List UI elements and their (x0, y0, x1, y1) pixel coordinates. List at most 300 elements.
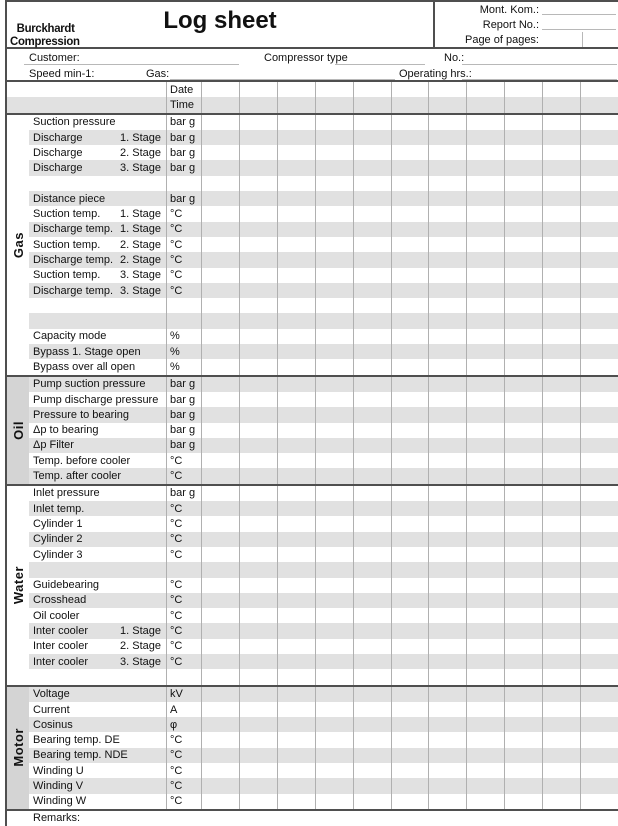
data-cell[interactable] (392, 191, 430, 206)
data-cell[interactable] (240, 486, 278, 501)
data-cell[interactable] (392, 313, 430, 328)
data-cell[interactable] (354, 778, 392, 793)
data-cell[interactable] (581, 377, 618, 392)
data-cell[interactable] (581, 639, 618, 654)
data-cell[interactable] (429, 377, 467, 392)
data-cell[interactable] (543, 717, 581, 732)
data-cell[interactable] (581, 252, 618, 267)
data-cell[interactable] (354, 547, 392, 562)
data-cell[interactable] (354, 176, 392, 191)
data-cell[interactable] (316, 82, 354, 97)
data-cell[interactable] (240, 329, 278, 344)
data-cell[interactable] (429, 329, 467, 344)
data-cell[interactable] (543, 97, 581, 112)
data-cell[interactable] (354, 237, 392, 252)
data-cell[interactable] (467, 97, 505, 112)
data-cell[interactable] (467, 623, 505, 638)
data-cell[interactable] (505, 717, 543, 732)
data-cell[interactable] (392, 130, 430, 145)
data-cell[interactable] (467, 298, 505, 313)
data-cell[interactable] (581, 97, 618, 112)
report-no-field[interactable] (542, 17, 618, 32)
data-cell[interactable] (392, 453, 430, 468)
data-cell[interactable] (240, 547, 278, 562)
data-cell[interactable] (278, 407, 316, 422)
data-cell[interactable] (429, 206, 467, 221)
data-cell[interactable] (505, 654, 543, 669)
data-cell[interactable] (278, 593, 316, 608)
data-cell[interactable] (240, 453, 278, 468)
data-cell[interactable] (543, 639, 581, 654)
data-cell[interactable] (240, 608, 278, 623)
data-cell[interactable] (581, 438, 618, 453)
data-cell[interactable] (316, 794, 354, 809)
data-cell[interactable] (316, 407, 354, 422)
data-cell[interactable] (505, 608, 543, 623)
data-cell[interactable] (240, 145, 278, 160)
data-cell[interactable] (202, 97, 240, 112)
data-cell[interactable] (581, 130, 618, 145)
data-cell[interactable] (240, 222, 278, 237)
data-cell[interactable] (316, 468, 354, 483)
data-cell[interactable] (581, 547, 618, 562)
data-cell[interactable] (278, 654, 316, 669)
data-cell[interactable] (543, 732, 581, 747)
data-cell[interactable] (581, 268, 618, 283)
data-cell[interactable] (429, 344, 467, 359)
data-cell[interactable] (354, 501, 392, 516)
data-cell[interactable] (429, 516, 467, 531)
data-cell[interactable] (543, 82, 581, 97)
data-cell[interactable] (467, 547, 505, 562)
data-cell[interactable] (392, 206, 430, 221)
data-cell[interactable] (467, 532, 505, 547)
data-cell[interactable] (354, 468, 392, 483)
data-cell[interactable] (202, 639, 240, 654)
data-cell[interactable] (543, 176, 581, 191)
data-cell[interactable] (202, 237, 240, 252)
mont-kom-field[interactable] (542, 2, 618, 17)
data-cell[interactable] (392, 669, 430, 684)
data-cell[interactable] (316, 532, 354, 547)
data-cell[interactable] (202, 593, 240, 608)
data-cell[interactable] (240, 359, 278, 374)
data-cell[interactable] (202, 654, 240, 669)
data-cell[interactable] (240, 438, 278, 453)
data-cell[interactable] (354, 206, 392, 221)
data-cell[interactable] (278, 763, 316, 778)
data-cell[interactable] (505, 623, 543, 638)
data-cell[interactable] (581, 359, 618, 374)
data-cell[interactable] (505, 562, 543, 577)
data-cell[interactable] (467, 778, 505, 793)
data-cell[interactable] (429, 501, 467, 516)
data-cell[interactable] (581, 453, 618, 468)
data-cell[interactable] (429, 359, 467, 374)
data-cell[interactable] (543, 145, 581, 160)
data-cell[interactable] (278, 547, 316, 562)
data-cell[interactable] (392, 778, 430, 793)
data-cell[interactable] (392, 763, 430, 778)
data-cell[interactable] (543, 468, 581, 483)
data-cell[interactable] (202, 344, 240, 359)
data-cell[interactable] (278, 82, 316, 97)
data-cell[interactable] (278, 608, 316, 623)
data-cell[interactable] (278, 377, 316, 392)
data-cell[interactable] (392, 160, 430, 175)
data-cell[interactable] (429, 145, 467, 160)
data-cell[interactable] (240, 160, 278, 175)
data-cell[interactable] (240, 687, 278, 702)
data-cell[interactable] (505, 516, 543, 531)
data-cell[interactable] (354, 97, 392, 112)
data-cell[interactable] (278, 578, 316, 593)
data-cell[interactable] (316, 562, 354, 577)
data-cell[interactable] (354, 748, 392, 763)
data-cell[interactable] (581, 486, 618, 501)
data-cell[interactable] (581, 623, 618, 638)
data-cell[interactable] (505, 578, 543, 593)
data-cell[interactable] (202, 468, 240, 483)
data-cell[interactable] (505, 145, 543, 160)
data-cell[interactable] (543, 763, 581, 778)
data-cell[interactable] (354, 160, 392, 175)
data-cell[interactable] (278, 329, 316, 344)
data-cell[interactable] (429, 130, 467, 145)
data-cell[interactable] (354, 687, 392, 702)
data-cell[interactable] (202, 578, 240, 593)
data-cell[interactable] (581, 562, 618, 577)
data-cell[interactable] (429, 252, 467, 267)
data-cell[interactable] (278, 639, 316, 654)
data-cell[interactable] (316, 130, 354, 145)
data-cell[interactable] (240, 639, 278, 654)
data-cell[interactable] (316, 778, 354, 793)
data-cell[interactable] (392, 547, 430, 562)
data-cell[interactable] (202, 145, 240, 160)
data-cell[interactable] (202, 717, 240, 732)
data-cell[interactable] (278, 732, 316, 747)
data-cell[interactable] (467, 268, 505, 283)
data-cell[interactable] (240, 562, 278, 577)
data-cell[interactable] (392, 222, 430, 237)
data-cell[interactable] (278, 468, 316, 483)
data-cell[interactable] (354, 115, 392, 130)
data-cell[interactable] (316, 206, 354, 221)
data-cell[interactable] (581, 687, 618, 702)
data-cell[interactable] (543, 298, 581, 313)
data-cell[interactable] (202, 115, 240, 130)
data-cell[interactable] (467, 468, 505, 483)
data-cell[interactable] (316, 377, 354, 392)
data-cell[interactable] (354, 486, 392, 501)
data-cell[interactable] (316, 717, 354, 732)
data-cell[interactable] (505, 313, 543, 328)
data-cell[interactable] (581, 329, 618, 344)
data-cell[interactable] (316, 453, 354, 468)
data-cell[interactable] (581, 468, 618, 483)
data-cell[interactable] (354, 392, 392, 407)
data-cell[interactable] (429, 486, 467, 501)
data-cell[interactable] (429, 623, 467, 638)
data-cell[interactable] (543, 562, 581, 577)
data-cell[interactable] (240, 252, 278, 267)
data-cell[interactable] (581, 501, 618, 516)
data-cell[interactable] (316, 237, 354, 252)
data-cell[interactable] (392, 623, 430, 638)
data-cell[interactable] (316, 115, 354, 130)
data-cell[interactable] (240, 748, 278, 763)
data-cell[interactable] (278, 206, 316, 221)
data-cell[interactable] (581, 222, 618, 237)
data-cell[interactable] (278, 97, 316, 112)
data-cell[interactable] (354, 763, 392, 778)
data-cell[interactable] (278, 191, 316, 206)
data-cell[interactable] (543, 486, 581, 501)
data-cell[interactable] (505, 222, 543, 237)
data-cell[interactable] (240, 298, 278, 313)
data-cell[interactable] (467, 176, 505, 191)
data-cell[interactable] (543, 283, 581, 298)
data-cell[interactable] (429, 794, 467, 809)
data-cell[interactable] (581, 283, 618, 298)
data-cell[interactable] (429, 160, 467, 175)
data-cell[interactable] (429, 407, 467, 422)
data-cell[interactable] (581, 206, 618, 221)
data-cell[interactable] (543, 794, 581, 809)
data-cell[interactable] (202, 687, 240, 702)
data-cell[interactable] (202, 298, 240, 313)
data-cell[interactable] (278, 486, 316, 501)
data-cell[interactable] (240, 532, 278, 547)
data-cell[interactable] (202, 748, 240, 763)
data-cell[interactable] (202, 547, 240, 562)
data-cell[interactable] (543, 778, 581, 793)
data-cell[interactable] (202, 763, 240, 778)
data-cell[interactable] (316, 623, 354, 638)
data-cell[interactable] (467, 516, 505, 531)
data-cell[interactable] (202, 283, 240, 298)
data-cell[interactable] (202, 130, 240, 145)
data-cell[interactable] (543, 438, 581, 453)
data-cell[interactable] (429, 191, 467, 206)
data-cell[interactable] (543, 392, 581, 407)
data-cell[interactable] (467, 453, 505, 468)
data-cell[interactable] (354, 222, 392, 237)
data-cell[interactable] (581, 578, 618, 593)
data-cell[interactable] (543, 654, 581, 669)
data-cell[interactable] (581, 702, 618, 717)
data-cell[interactable] (240, 578, 278, 593)
data-cell[interactable] (240, 176, 278, 191)
data-cell[interactable] (581, 407, 618, 422)
data-cell[interactable] (505, 268, 543, 283)
data-cell[interactable] (467, 206, 505, 221)
data-cell[interactable] (316, 748, 354, 763)
data-cell[interactable] (278, 130, 316, 145)
data-cell[interactable] (278, 359, 316, 374)
data-cell[interactable] (543, 191, 581, 206)
data-cell[interactable] (316, 593, 354, 608)
data-cell[interactable] (354, 344, 392, 359)
data-cell[interactable] (202, 268, 240, 283)
data-cell[interactable] (429, 176, 467, 191)
data-cell[interactable] (202, 252, 240, 267)
data-cell[interactable] (316, 329, 354, 344)
data-cell[interactable] (392, 252, 430, 267)
data-cell[interactable] (278, 687, 316, 702)
data-cell[interactable] (467, 82, 505, 97)
data-cell[interactable] (543, 407, 581, 422)
data-cell[interactable] (202, 438, 240, 453)
data-cell[interactable] (467, 313, 505, 328)
data-cell[interactable] (543, 423, 581, 438)
data-cell[interactable] (392, 237, 430, 252)
data-cell[interactable] (543, 702, 581, 717)
data-cell[interactable] (202, 608, 240, 623)
data-cell[interactable] (316, 423, 354, 438)
data-cell[interactable] (316, 687, 354, 702)
data-cell[interactable] (429, 763, 467, 778)
data-cell[interactable] (467, 130, 505, 145)
data-cell[interactable] (202, 359, 240, 374)
data-cell[interactable] (316, 298, 354, 313)
data-cell[interactable] (543, 547, 581, 562)
data-cell[interactable] (505, 486, 543, 501)
data-cell[interactable] (278, 252, 316, 267)
data-cell[interactable] (392, 283, 430, 298)
data-cell[interactable] (278, 516, 316, 531)
data-cell[interactable] (316, 252, 354, 267)
data-cell[interactable] (429, 778, 467, 793)
data-cell[interactable] (581, 423, 618, 438)
data-cell[interactable] (278, 237, 316, 252)
data-cell[interactable] (392, 176, 430, 191)
data-cell[interactable] (316, 283, 354, 298)
data-cell[interactable] (581, 82, 618, 97)
data-cell[interactable] (240, 237, 278, 252)
data-cell[interactable] (202, 562, 240, 577)
data-cell[interactable] (278, 717, 316, 732)
data-cell[interactable] (392, 717, 430, 732)
data-cell[interactable] (467, 669, 505, 684)
data-cell[interactable] (392, 608, 430, 623)
data-cell[interactable] (505, 359, 543, 374)
data-cell[interactable] (581, 516, 618, 531)
data-cell[interactable] (581, 344, 618, 359)
data-cell[interactable] (392, 732, 430, 747)
data-cell[interactable] (316, 608, 354, 623)
data-cell[interactable] (467, 486, 505, 501)
data-cell[interactable] (505, 748, 543, 763)
data-cell[interactable] (429, 702, 467, 717)
data-cell[interactable] (202, 516, 240, 531)
data-cell[interactable] (278, 115, 316, 130)
data-cell[interactable] (505, 593, 543, 608)
data-cell[interactable] (429, 732, 467, 747)
data-cell[interactable] (429, 669, 467, 684)
data-cell[interactable] (429, 97, 467, 112)
data-cell[interactable] (467, 191, 505, 206)
data-cell[interactable] (581, 237, 618, 252)
data-cell[interactable] (505, 407, 543, 422)
data-cell[interactable] (240, 82, 278, 97)
data-cell[interactable] (240, 778, 278, 793)
data-cell[interactable] (278, 176, 316, 191)
data-cell[interactable] (429, 593, 467, 608)
data-cell[interactable] (505, 468, 543, 483)
data-cell[interactable] (543, 377, 581, 392)
data-cell[interactable] (202, 486, 240, 501)
data-cell[interactable] (543, 608, 581, 623)
data-cell[interactable] (467, 501, 505, 516)
data-cell[interactable] (392, 438, 430, 453)
data-cell[interactable] (278, 748, 316, 763)
data-cell[interactable] (467, 222, 505, 237)
data-cell[interactable] (392, 501, 430, 516)
data-cell[interactable] (505, 547, 543, 562)
data-cell[interactable] (240, 732, 278, 747)
data-cell[interactable] (202, 778, 240, 793)
data-cell[interactable] (240, 313, 278, 328)
data-cell[interactable] (316, 578, 354, 593)
data-cell[interactable] (202, 222, 240, 237)
data-cell[interactable] (202, 313, 240, 328)
data-cell[interactable] (467, 748, 505, 763)
data-cell[interactable] (316, 222, 354, 237)
data-cell[interactable] (354, 516, 392, 531)
data-cell[interactable] (240, 501, 278, 516)
data-cell[interactable] (240, 763, 278, 778)
data-cell[interactable] (354, 639, 392, 654)
data-cell[interactable] (392, 377, 430, 392)
data-cell[interactable] (505, 732, 543, 747)
data-cell[interactable] (429, 423, 467, 438)
data-cell[interactable] (543, 669, 581, 684)
data-cell[interactable] (316, 501, 354, 516)
data-cell[interactable] (467, 115, 505, 130)
data-cell[interactable] (354, 252, 392, 267)
data-cell[interactable] (240, 191, 278, 206)
data-cell[interactable] (467, 252, 505, 267)
data-cell[interactable] (278, 702, 316, 717)
data-cell[interactable] (429, 283, 467, 298)
data-cell[interactable] (505, 687, 543, 702)
data-cell[interactable] (467, 407, 505, 422)
data-cell[interactable] (429, 562, 467, 577)
customer-field[interactable] (24, 64, 239, 65)
data-cell[interactable] (354, 453, 392, 468)
data-cell[interactable] (429, 639, 467, 654)
data-cell[interactable] (392, 639, 430, 654)
data-cell[interactable] (581, 778, 618, 793)
data-cell[interactable] (392, 532, 430, 547)
data-cell[interactable] (202, 206, 240, 221)
data-cell[interactable] (505, 702, 543, 717)
data-cell[interactable] (392, 748, 430, 763)
data-cell[interactable] (505, 392, 543, 407)
data-cell[interactable] (392, 268, 430, 283)
data-cell[interactable] (278, 794, 316, 809)
data-cell[interactable] (392, 329, 430, 344)
data-cell[interactable] (467, 145, 505, 160)
data-cell[interactable] (581, 298, 618, 313)
data-cell[interactable] (354, 329, 392, 344)
data-cell[interactable] (354, 593, 392, 608)
data-cell[interactable] (392, 468, 430, 483)
data-cell[interactable] (392, 794, 430, 809)
data-cell[interactable] (467, 794, 505, 809)
